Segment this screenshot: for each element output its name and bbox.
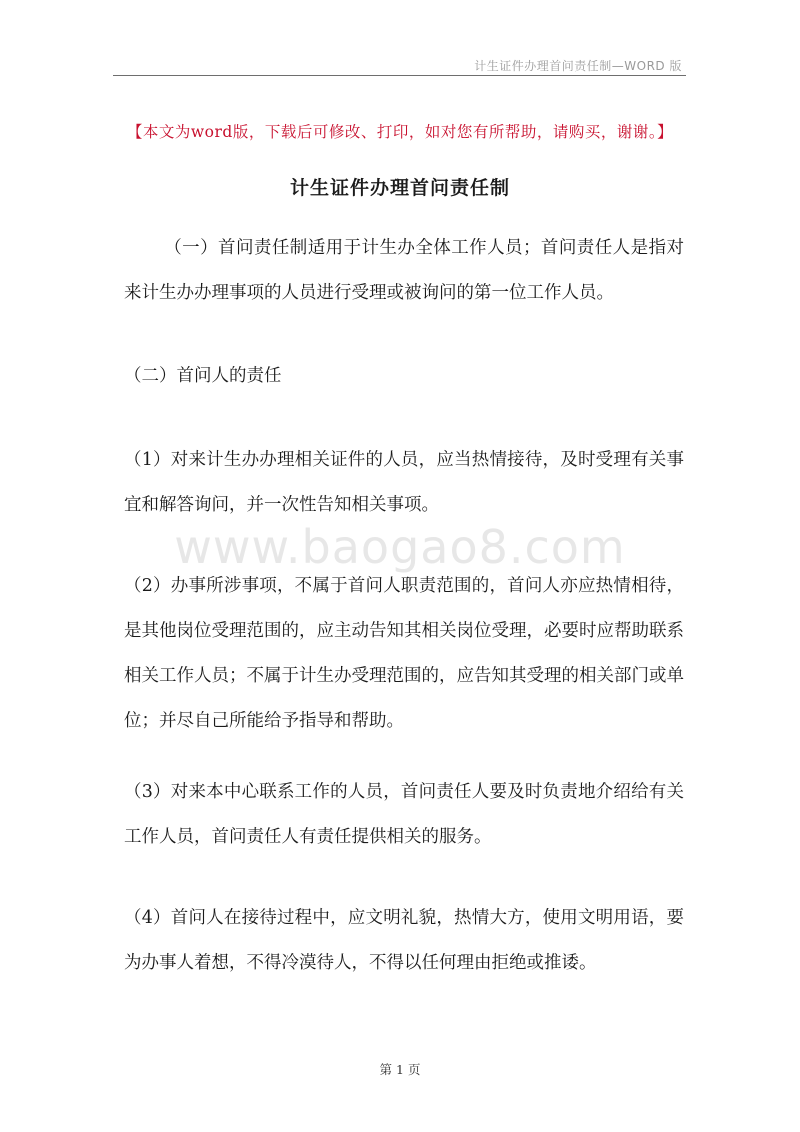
paragraph-item-3: （3）对来本中心联系工作的人员，首问责任人要及时负责地介绍给有关工作人员，首问责任人有责任提供相关的服务。 (124, 782, 684, 847)
document-title: 计生证件办理首问责任制 (289, 177, 510, 199)
site-watermark: www.baogao8.com (174, 520, 626, 574)
running-header-title: 计生证件办理首问责任制—WORD 版 (474, 59, 682, 73)
paragraph-scope: （一）首问责任制适用于计生办全体工作人员；首问责任人是指对来计生办办理事项的人员进行受理或被询问的第一位工作人员。 (124, 238, 684, 303)
purchase-notice: 【本文为word版，下载后可修改、打印，如对您有所帮助，请购买，谢谢。】 (126, 123, 674, 141)
paragraph-item-4: （4）首问人在接待过程中，应文明礼貌，热情大方，使用文明用语，要为办事人着想，不得冷漠待人，不得以任何理由拒绝或推诿。 (124, 908, 684, 973)
page-number: 第 1 页 (379, 1062, 421, 1077)
header-divider (113, 75, 686, 76)
paragraph-section-heading: （二）首问人的责任 (124, 366, 282, 386)
paragraph-item-2: （2）办事所涉事项，不属于首问人职责范围的，首问人亦应热情相待，是其他岗位受理范围的，应主动告知其相关岗位受理，必要时应帮助联系相关工作人员；不属于计生办受理范围的，应告知其受理的相关部门或单位；并尽自己所能给予指导和帮助。 (124, 576, 684, 731)
paragraph-item-1: （1）对来计生办办理相关证件的人员，应当热情接待，及时受理有关事宜和解答询问，并一次性告知相关事项。 (124, 450, 684, 515)
